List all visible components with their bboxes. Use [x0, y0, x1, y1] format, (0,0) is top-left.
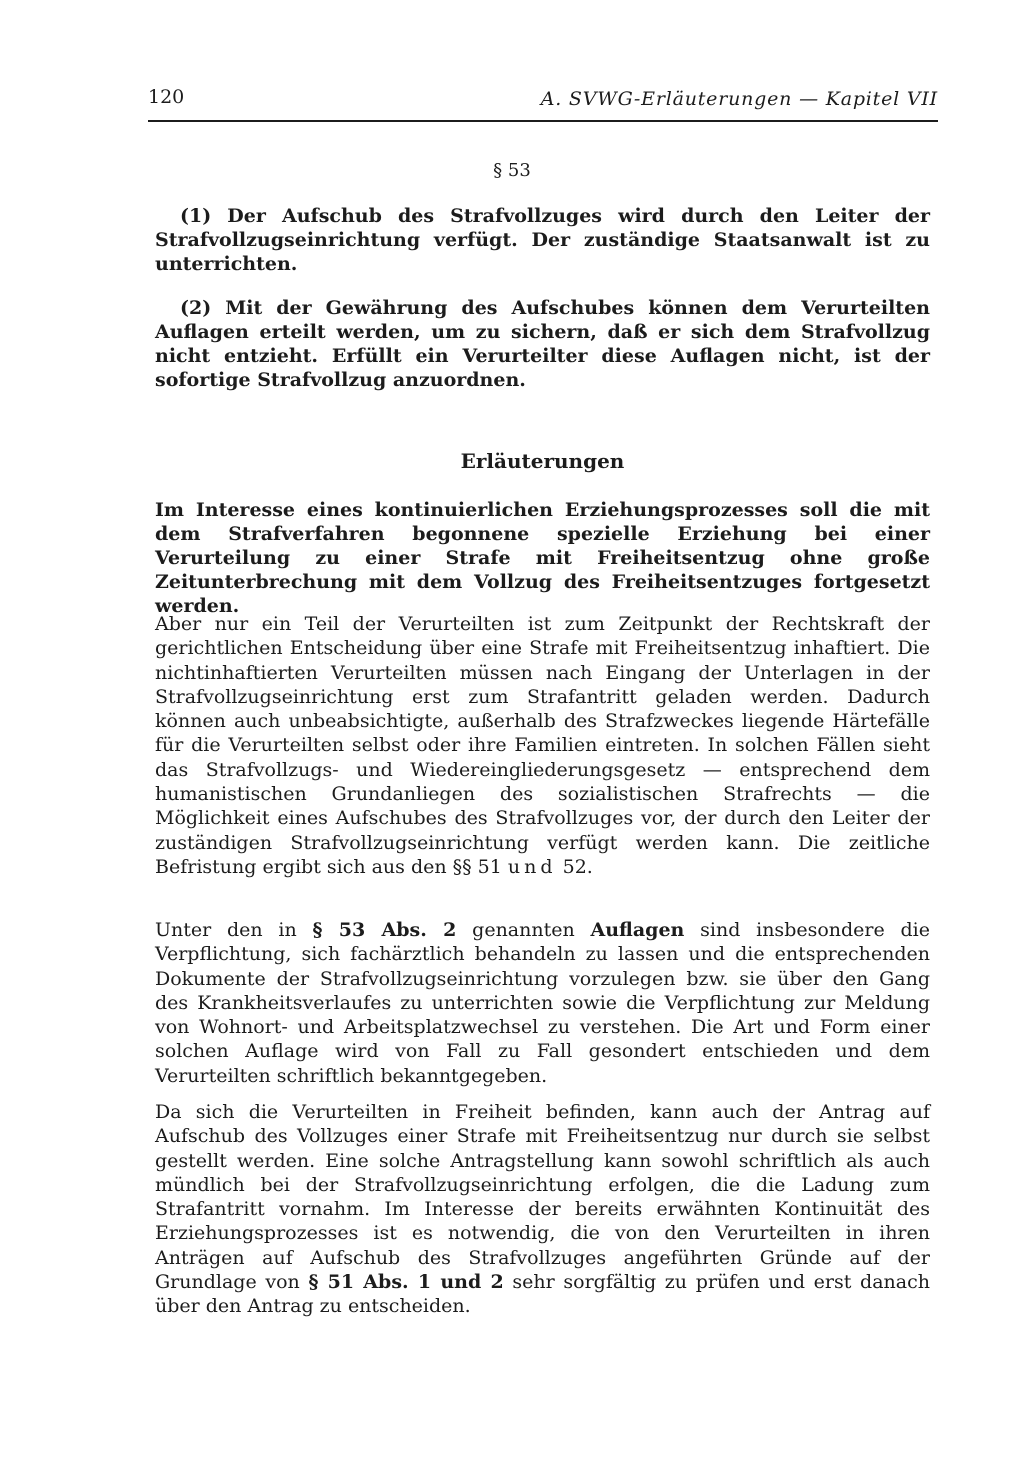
explanation-paragraph-1	[155, 612, 930, 879]
spaced-word: und	[507, 855, 557, 878]
paragraph-text: 52.	[556, 855, 593, 878]
explanation-paragraph-2	[155, 918, 930, 1088]
law-text	[155, 204, 930, 392]
intro-paragraph: Im Interesse eines kontinuierlichen Erziehungsprozesses soll die mit dem Strafverfahren begonnene spezielle Erziehung bei einer Verurteilung zu einer Strafe mit Freiheitsentzug ohne große Zeitunterbrechung mit dem Vollzug des Freiheitsentzuges fortgesetzt werden.	[155, 499, 930, 617]
page-header	[148, 84, 938, 122]
section-number: § 53	[493, 160, 531, 181]
paragraph-text: Aber nur ein Teil der Verurteilten ist zum Zeitpunkt der Rechtskraft der gerichtlichen Entscheidung über eine Strafe mit Freiheitsentzug inhaftiert. Die nichtinhaftierten Verurteilten müssen nach Eingang der Unterlagen in der Strafvollzugseinrichtung erst zum Strafantritt geladen werden. Dadurch können auch unbeabsichtigte, außerhalb des Strafzweckes liegende Härtefälle für die Verurteilten selbst oder ihre Familien eintreten. In solchen Fällen sieht das Strafvollzugs- und Wiedereingliederungsgesetz — entsprechend dem humanistischen Grundanliegen des sozialistischen Strafrechts — die Möglichkeit eines Aufschubes des Strafvollzuges vor, der durch den Leiter der zuständigen Strafvollzugseinrichtung verfügt werden kann. Die zeitliche Befristung ergibt sich aus den §§ 51	[155, 613, 930, 878]
legal-reference: § 51 Abs. 1 und 2	[308, 1271, 504, 1294]
paragraph-text: sehr sorgfältig zu prüfen und erst danach über den Antrag zu entscheiden.	[155, 1271, 930, 1318]
emphasized-term: Auflagen	[590, 919, 685, 941]
explanation-paragraph-3	[155, 1100, 930, 1319]
legal-reference: § 53 Abs. 2	[312, 919, 457, 941]
paragraph-text: Da sich die Verurteilten in Freiheit befinden, kann auch der Antrag auf Aufschub des Vollzuges einer Strafe mit Freiheitsentzug nur durch sie selbst gestellt werden. Eine solche Antragstellung kann sowohl schriftlich als auch mündlich bei der Strafvollzugseinrichtung erfolgen, die die Ladung zum Strafantritt vornahm. Im Interesse der bereits erwähnten Kontinuität des Erziehungsprozesses ist es notwendig, die von den Verurteilten in ihren Anträgen auf Aufschub des Strafvollzuges angeführten Gründe auf der Grundlage von	[155, 1101, 930, 1294]
law-paragraph-1: (1) Der Aufschub des Strafvollzuges wird durch den Leiter der Strafvollzugseinrichtung verfügt. Der zuständige Staatsanwalt ist zu unterrichten.	[155, 205, 930, 275]
running-title: A. SVWG-Erläuterungen — Kapitel VII	[540, 88, 938, 110]
paragraph-text: genannten	[456, 919, 591, 941]
paragraph-text: Unter den in	[155, 919, 313, 941]
explanations-heading: Erläuterungen	[460, 449, 625, 473]
law-paragraph-2: (2) Mit der Gewährung des Aufschubes können dem Verurteilten Auflagen erteilt werden, um zu sichern, daß er sich dem Strafvollzug nicht entzieht. Erfüllt ein Verurteilter diese Auflagen nicht, ist der sofortige Strafvollzug anzuordnen.	[155, 297, 930, 391]
page-number: 120	[148, 86, 185, 108]
paragraph-text: sind insbesondere die Verpflichtung, sich fachärztlich behandeln zu lassen und die entsprechenden Dokumente der Strafvollzugseinrichtung vorzulegen bzw. sie über den Gang des Krankheitsverlaufes zu unterrichten sowie die Verpflichtung zur Meldung von Wohnort- und Arbeitsplatzwechsel zu verstehen. Die Art und Form einer solchen Auflage wird von Fall zu Fall gesondert entschieden und dem Verurteilten schriftlich bekanntgegeben.	[155, 919, 930, 1087]
